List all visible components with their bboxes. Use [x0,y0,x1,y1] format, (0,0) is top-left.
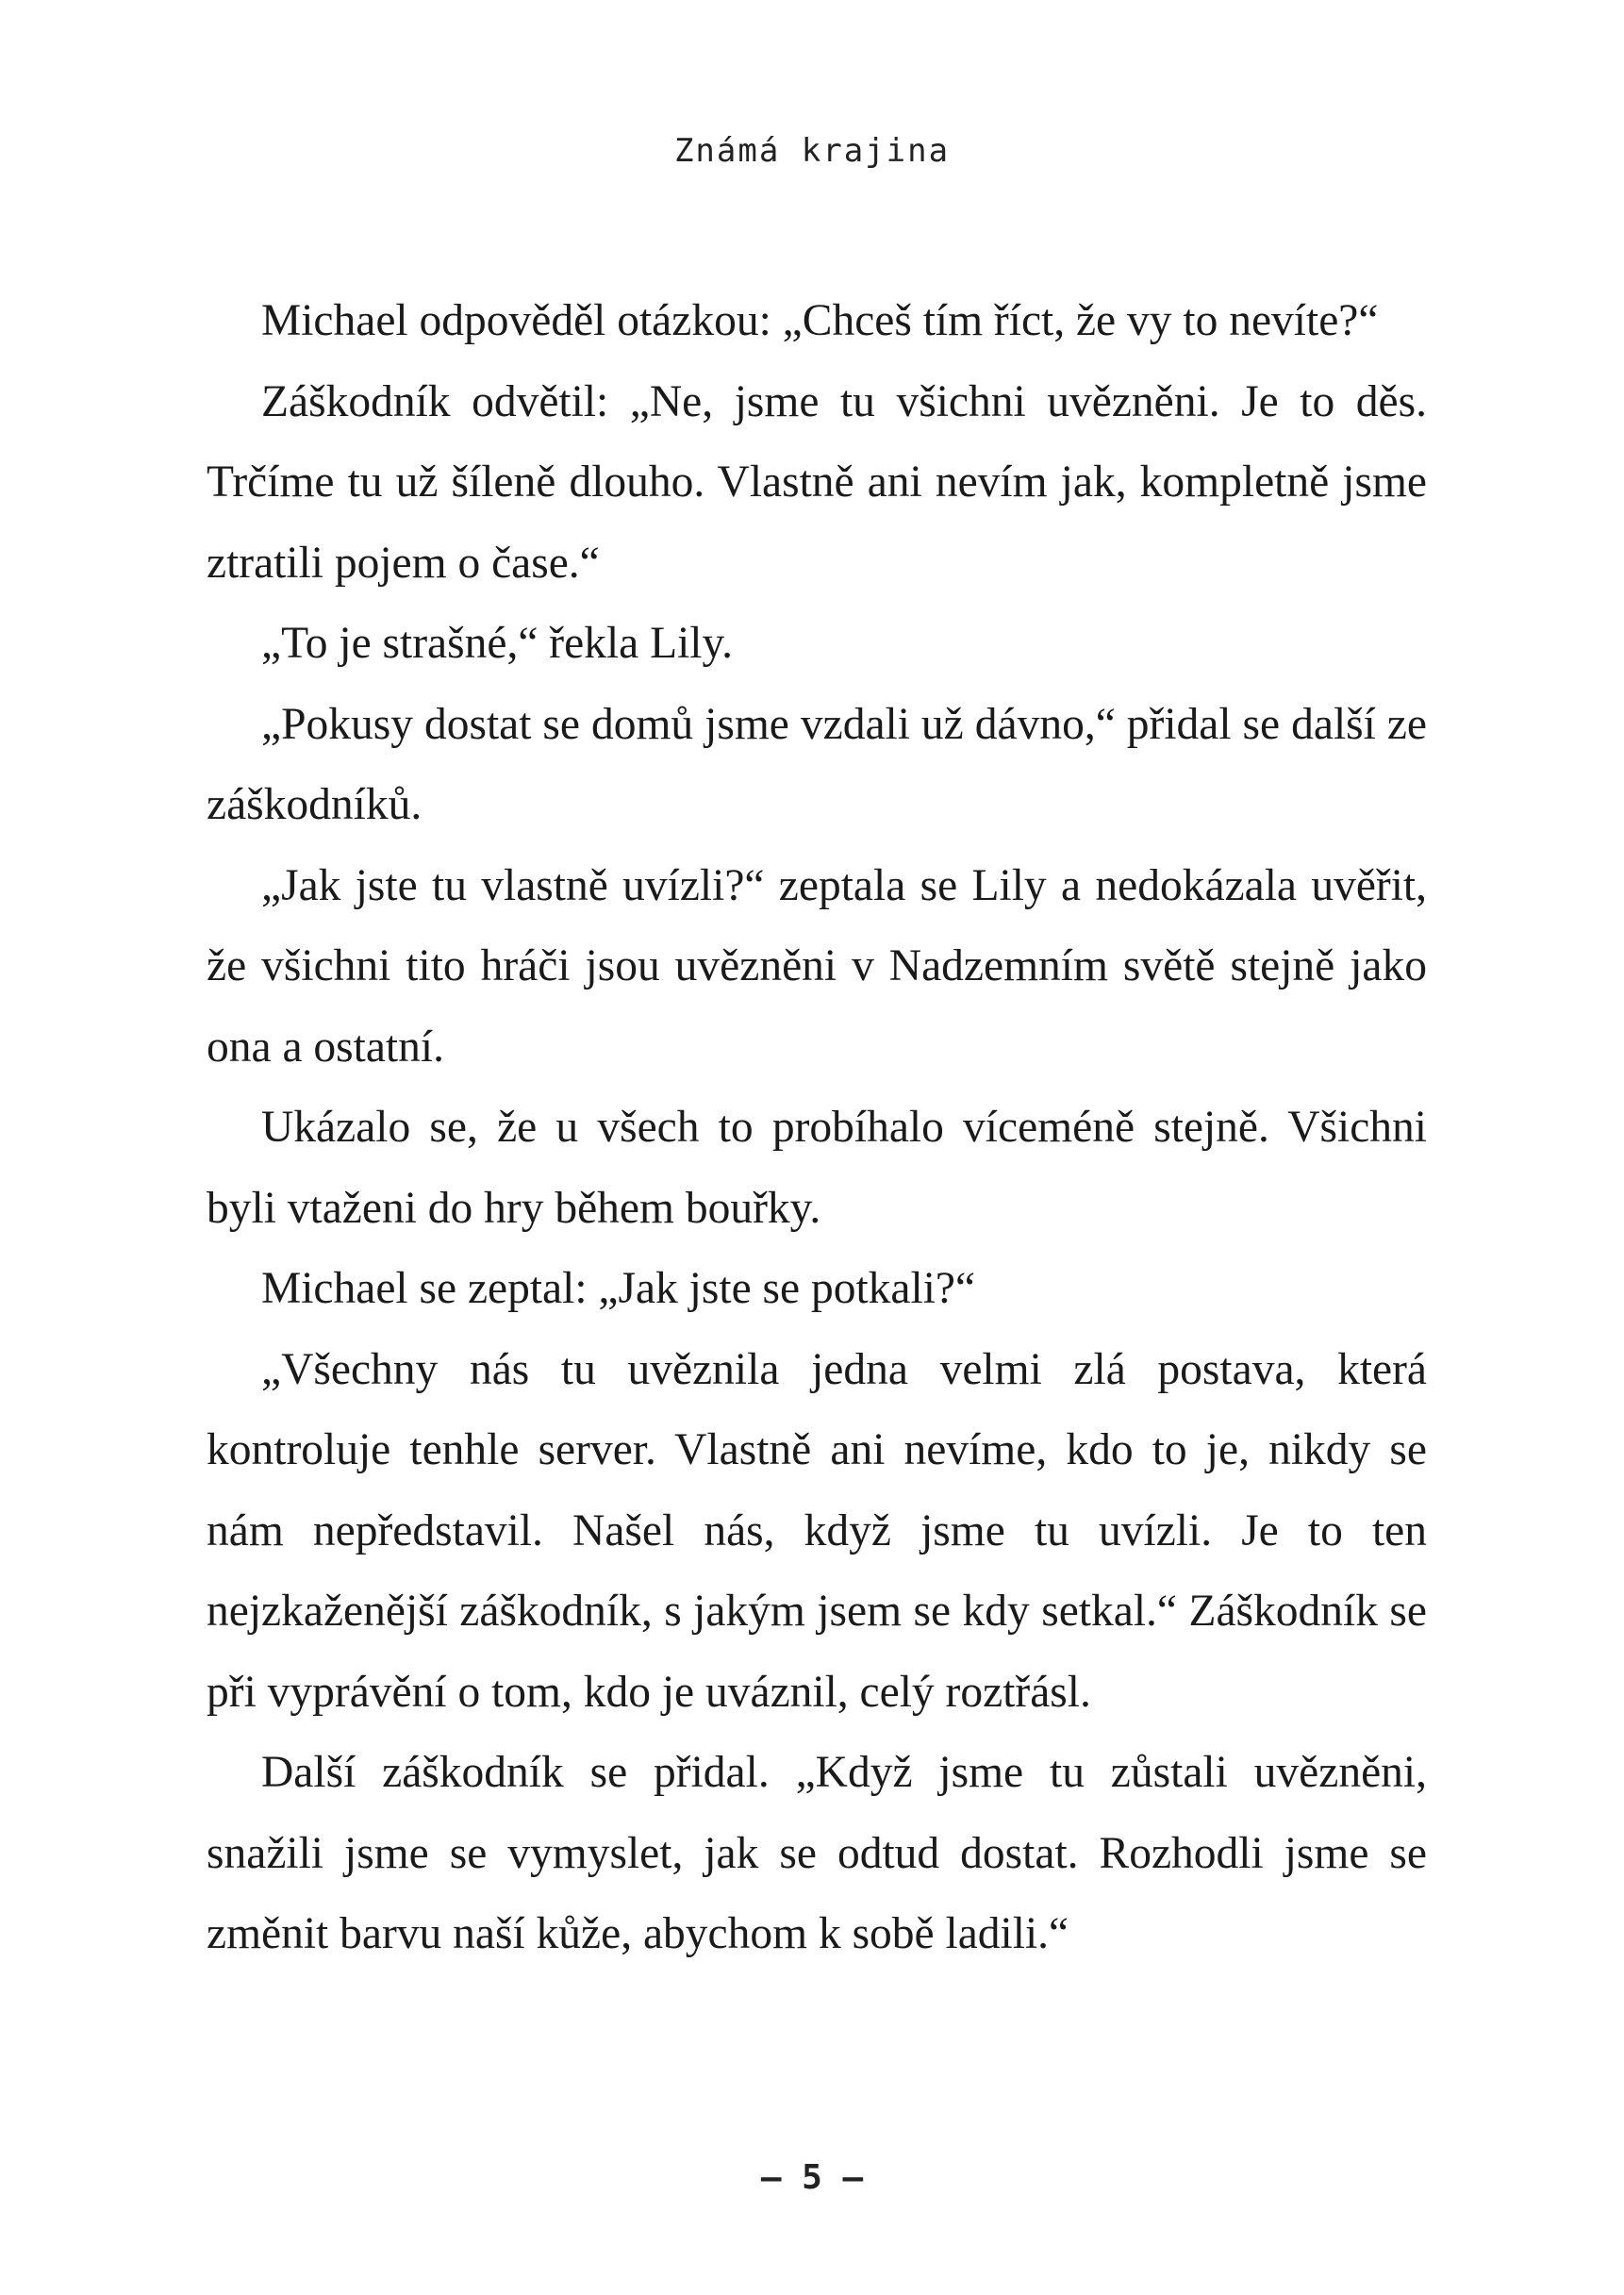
paragraph: Další záškodník se přidal. „Když jsme tu zůstali uvězněni, snažili jsme se vymyslet, jak se odtud dostat. Rozhodli jsme se změnit barvu naší kůže, abychom k sobě ladili.“ [207,1748,1427,1958]
body-text [207,281,1427,1975]
page-number: – 5 – [760,2158,864,2197]
paragraph: Ukázalo se, že u všech to probíhalo víceméně stejně. Všichni byli vtaženi do hry během bouřky. [207,1103,1427,1233]
paragraph: „Všechny nás tu uvěznila jedna velmi zlá postava, která kontroluje tenhle server. Vlastně ani nevíme, kdo to je, nikdy se nám nepředstavil. Našel nás, když jsme tu uvízli. Je to ten nejzkaženější záškodník, s jakým jsem se kdy setkal.“ Záškodník se při vyprávění o tom, kdo je uváznil, celý roztřásl. [207,1344,1427,1717]
running-head: Známá krajina [673,132,951,170]
paragraph: Záškodník odvětil: „Ne, jsme tu všichni uvězněni. Je to děs. Trčíme tu už šíleně dlouho. Vlastně ani nevím jak, kompletně jsme ztratili pojem o čase.“ [207,376,1427,588]
paragraph: Michael se zeptal: „Jak jste se potkali?“ [261,1264,976,1313]
paragraph: Michael odpověděl otázkou: „Chceš tím říct, že vy to nevíte?“ [261,296,1379,345]
paragraph: „Jak jste tu vlastně uvízli?“ zeptala se Lily a nedokázala uvěřit, že všichni tito hráči jsou uvězněni v Nadzemním světě stejně jako ona a ostatní. [207,860,1427,1072]
paragraph: „To je strašné,“ řekla Lily. [261,619,734,668]
paragraph: „Pokusy dostat se domů jsme vzdali už dávno,“ přidal se další ze záškodníků. [207,699,1427,829]
